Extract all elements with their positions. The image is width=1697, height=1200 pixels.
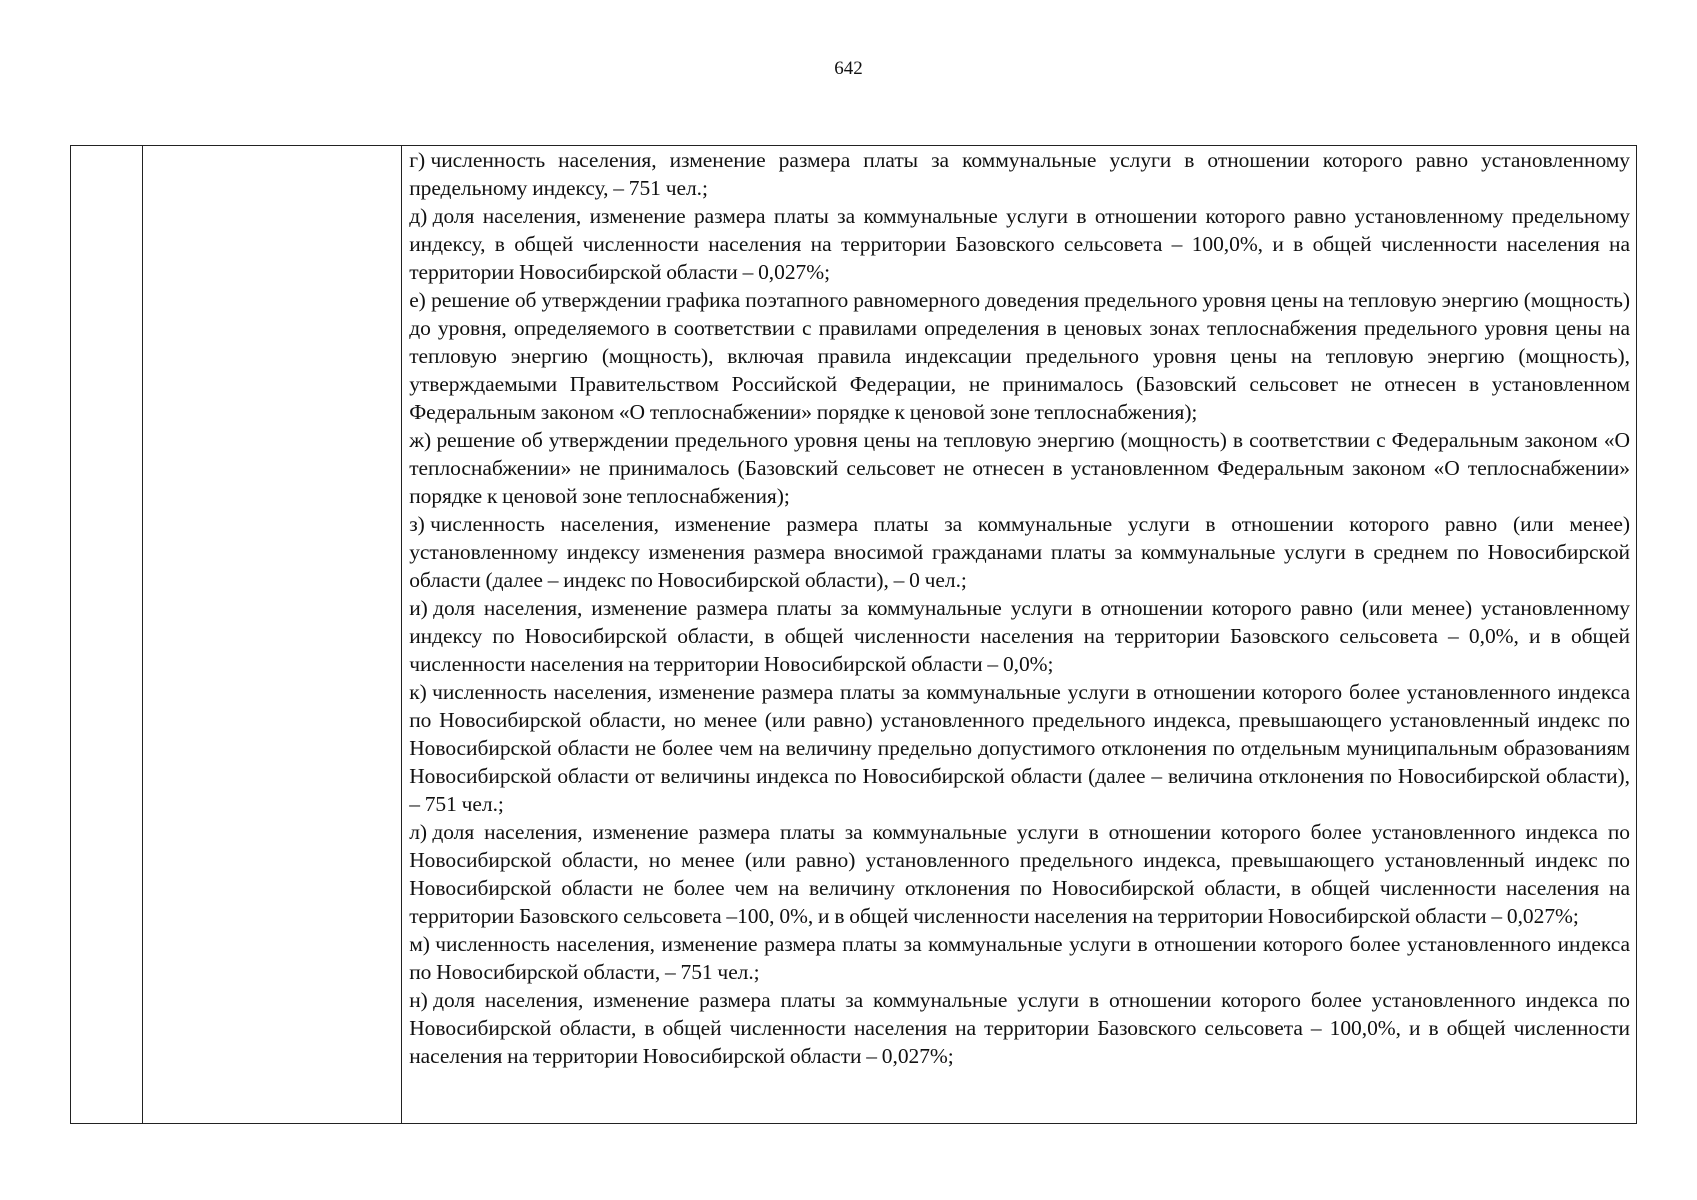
table-cell-content: [402, 146, 1637, 1124]
list-item-marker: д): [409, 204, 428, 228]
list-item-marker: н): [409, 988, 428, 1012]
list-item-text: доля населения, изменение размера платы за коммунальные услуги в отношении которого равно установленному предельному индексу, в общей численности населения на территории Базовского сельсовета – 100,0%, и в общей численности населения на территории Новосибирской области – 0,027%;: [409, 204, 1630, 284]
list-item-text: численность населения, изменение размера платы за коммунальные услуги в отношении которого равно (или менее) установленному индексу изменения размера вносимой гражданами платы за коммунальные услуги в среднем по Новосибирской области (далее – индекс по Новосибирской области), – 0 чел.;: [409, 512, 1630, 592]
list-item: [409, 678, 1630, 818]
list-item: [409, 426, 1630, 510]
list-item: [409, 202, 1630, 286]
list-item-text: доля населения, изменение размера платы за коммунальные услуги в отношении которого более установленного индекса по Новосибирской области, в общей численности населения на территории Базовского сельсовета – 100,0%, и в общей численности населения на территории Новосибирской области – 0,027%;: [409, 988, 1630, 1068]
table-cell-number: [71, 146, 143, 1124]
list-item: [409, 286, 1630, 426]
document-table: [70, 145, 1637, 1124]
list-item-marker: л): [409, 820, 427, 844]
list-item-marker: и): [409, 596, 428, 620]
list-item-text: численность населения, изменение размера платы за коммунальные услуги в отношении которого более установленного индекса по Новосибирской области, – 751 чел.;: [409, 932, 1630, 984]
list-item-text: решение об утверждении предельного уровня цены на тепловую энергию (мощность) в соответствии с Федеральным законом «О теплоснабжении» не принималось (Базовский сельсовет не отнесен в установленном Федеральным законом «О теплоснабжении» порядке к ценовой зоне теплоснабжения);: [409, 428, 1630, 508]
list-item-text: доля населения, изменение размера платы за коммунальные услуги в отношении которого равно (или менее) установленному индексу по Новосибирской области, в общей численности населения на территории Базовского сельсовета – 0,0%, и в общей численности населения на территории Новосибирской области – 0,0%;: [409, 596, 1630, 676]
list-item-marker: з): [409, 512, 425, 536]
list-item-text: численность населения, изменение размера платы за коммунальные услуги в отношении которого более установленного индекса по Новосибирской области, но менее (или равно) установленного предельного индекса, превышающего установленный индекс по Новосибирской области не более чем на величину предельно допустимого отклонения по отдельным муниципальным образованиям Новосибирской области от величины индекса по Новосибирской области (далее – величина отклонения по Новосибирской области), – 751 чел.;: [409, 680, 1630, 816]
list-item: [409, 930, 1630, 986]
list-item-text: численность населения, изменение размера платы за коммунальные услуги в отношении которого равно установленному предельному индексу, – 751 чел.;: [409, 148, 1630, 200]
list-item-marker: м): [409, 932, 430, 956]
page-number: 642: [834, 58, 863, 79]
list-item-marker: ж): [409, 428, 432, 452]
list-item-marker: е): [409, 288, 426, 312]
table-row: [71, 146, 1637, 1124]
list-item-text: решение об утверждении графика поэтапного равномерного доведения предельного уровня цены на тепловую энергию (мощность) до уровня, определяемого в соответствии с правилами определения в ценовых зонах теплоснабжения предельного уровня цены на тепловую энергию (мощность), включая правила индексации предельного уровня цены на тепловую энергию (мощность), утверждаемыми Правительством Российской Федерации, не принималось (Базовский сельсовет не отнесен в установленном Федеральным законом «О теплоснабжении» порядке к ценовой зоне теплоснабжения);: [409, 288, 1630, 424]
list-item-text: доля населения, изменение размера платы за коммунальные услуги в отношении которого более установленного индекса по Новосибирской области, но менее (или равно) установленного предельного индекса, превышающего установленный индекс по Новосибирской области не более чем на величину отклонения по Новосибирской области, в общей численности населения на территории Базовского сельсовета –100, 0%, и в общей численности населения на территории Новосибирской области – 0,027%;: [409, 820, 1630, 928]
list-item: [409, 510, 1630, 594]
list-item: [409, 594, 1630, 678]
table-cell-name: [143, 146, 402, 1124]
list-item-marker: г): [409, 148, 426, 172]
list-item-marker: к): [409, 680, 427, 704]
list-item: [409, 986, 1630, 1070]
list-item: [409, 818, 1630, 930]
list-item: [409, 146, 1630, 202]
